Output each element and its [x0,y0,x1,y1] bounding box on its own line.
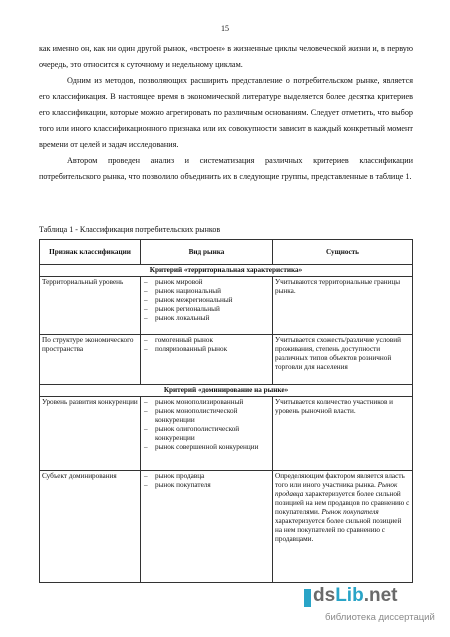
page-number: 15 [221,24,229,33]
dslib-logo-text [313,585,397,607]
header-essence: Сущность [273,240,413,265]
list-item: – гомогенный рынок [143,336,270,345]
section-title-territorial: Критерий «территориальная характеристика» [40,265,413,277]
table-caption: Таблица 1 - Классификация потребительских рынков [39,225,221,234]
row-essence: Учитываются территориальные границы рынка. [273,277,413,335]
section-row [40,265,413,277]
table-row [40,335,413,385]
list-item: – рынок продавца [143,472,270,481]
list-item: – рынок покупателя [143,481,270,490]
list-item: – рынок монополизированный [143,398,270,407]
table-row [40,277,413,335]
row-types [141,397,273,471]
list-item: – рынок национальный [143,287,270,296]
list-item: – рынок монополистической конкуренции [143,407,270,425]
row-essence [273,471,413,583]
row-types [141,335,273,385]
dslib-logo-icon [304,589,311,607]
essence-term-buyer: Рынок покупателя [321,508,379,516]
essence-text-seller: характеризуется более сильной позицией на нем продавцов по сравнению с покупателями. [275,490,410,516]
row-essence: Учитывается количество участников и уровень рыночной власти. [273,397,413,471]
row-feature: Территориальный уровень [40,277,141,335]
body-text [39,41,413,185]
essence-text-buyer: характеризуется более сильной позицией на нем покупателей по сравнению с продавцами. [275,517,402,543]
row-essence: Учитывается схожесть/различие условий проживания, степень доступности различных типов объектов розничной торговли для населения [273,335,413,385]
list-item: – рынок локальный [143,314,270,323]
list-item: – рынок мировой [143,278,270,287]
table-header-row [40,240,413,265]
dslib-watermark [313,585,443,633]
row-feature: По структуре экономического пространства [40,335,141,385]
row-feature: Субъект доминирования [40,471,141,583]
list-item: – рынок региональный [143,305,270,314]
list-item: – рынок совершенной конкуренции [143,443,270,452]
paragraph-analysis: Автором проведен анализ и систематизация различных критериев классификации потребительского рынка, что позволило объединить их в следующие группы, представленные в таблице 1. [39,156,413,181]
table-row [40,397,413,471]
essence-term-seller: Рынок продавца [275,481,398,498]
list-item: – поляризованный рынок [143,345,270,354]
paragraph-continued: как именно он, как ни один другой рынок, «встроен» в жизненные циклы человеческой жизни и, в первую очередь, это относится к суточному и недельному циклам. [39,44,413,69]
list-item: – рынок межрегиональный [143,296,270,305]
row-types [141,471,273,583]
logo-ds: ds [313,585,336,606]
logo-net: .net [363,585,398,606]
section-row [40,385,413,397]
row-feature: Уровень развития конкуренции [40,397,141,471]
dslib-subtitle: библиотека диссертаций [325,612,435,623]
header-feature: Признак классификации [40,240,141,265]
essence-intro: Определяющим фактором является власть того или иного участника рынка. [275,472,405,489]
paragraph-classification: Одним из методов, позволяющих расширить представление о потребительском рынке, является его классификация. В настоящее время в экономической литературе выделяется более десятка критериев его классификации, которые можно агрегировать по различным основаниям. Следует отметить, что выбор того или иного классификационного признака или их совокупности зависит в каждый конкретный момент времени от целей и задач исследования. [39,76,413,149]
section-title-dominance: Критерий «доминирование на рынке» [40,385,413,397]
row-types [141,277,273,335]
logo-lib: Lib [335,585,364,606]
list-item: – рынок олигополистической конкуренции [143,425,270,443]
table-row [40,471,413,583]
header-market-type: Вид рынка [141,240,273,265]
classification-table [39,239,413,583]
